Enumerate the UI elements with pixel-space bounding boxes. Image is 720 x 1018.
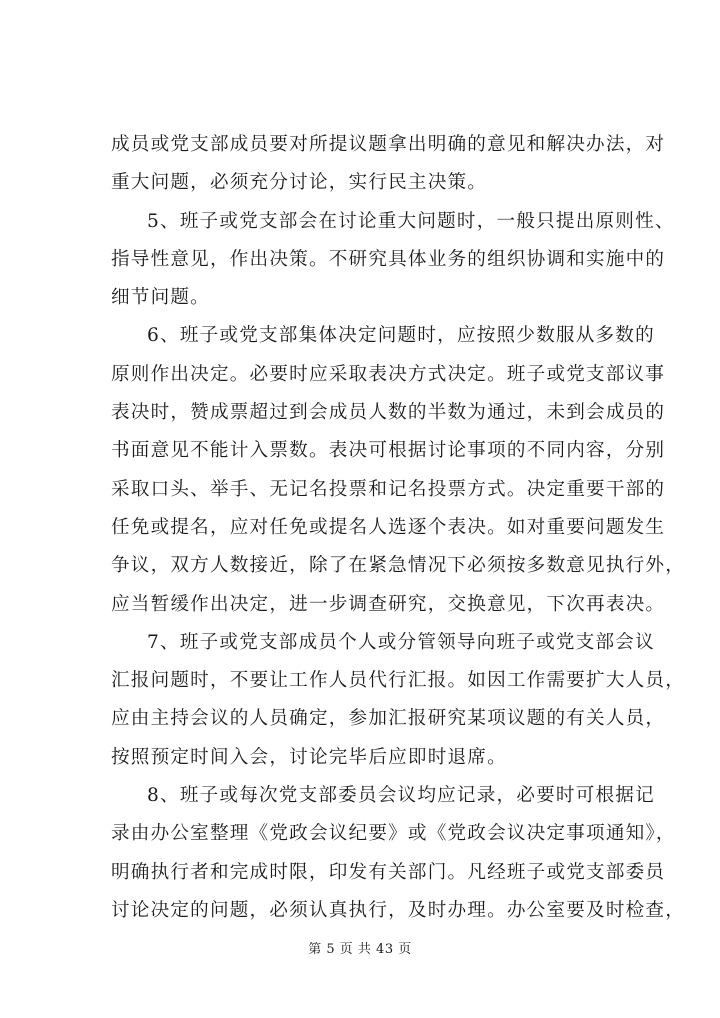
text-line: 指导性意见，作出决策。不研究具体业务的组织协调和实施中的 <box>111 248 666 270</box>
text-line: 明确执行者和完成时限，印发有关部门。凡经班子或党支部委员 <box>111 861 666 883</box>
text-line: 应当暂缓作出决定，进一步调查研究，交换意见，下次再表决。 <box>111 593 666 615</box>
text-line: 细节问题。 <box>111 287 210 309</box>
text-line: 应由主持会议的人员确定，参加汇报研究某项议题的有关人员， <box>111 708 666 730</box>
text-line: 讨论决定的问题，必须认真执行，及时办理。办公室要及时检查， <box>111 899 686 921</box>
text-line: 采取口头、举手、无记名投票和记名投票方式。决定重要干部的 <box>111 478 666 500</box>
paragraph-item-7 <box>111 624 686 777</box>
document-body <box>111 126 686 930</box>
text-line: 书面意见不能计入票数。表决可根据讨论事项的不同内容，分别 <box>111 440 666 462</box>
text-line: 按照预定时间入会，讨论完毕后应即时退席。 <box>111 746 507 768</box>
paragraph-continued <box>111 126 666 203</box>
text-line: 汇报问题时，不要让工作人员代行汇报。如因工作需要扩大人员， <box>111 670 686 692</box>
text-line: 8、班子或每次党支部委员会议均应记录，必要时可根据记 <box>147 785 655 807</box>
text-line: 6、班子或党支部集体决定问题时，应按照少数服从多数的 <box>147 325 655 347</box>
paragraph-item-6 <box>111 317 686 623</box>
text-line: 重大问题，必须充分讨论，实行民主决策。 <box>111 172 488 194</box>
text-line: 争议，双方人数接近，除了在紧急情况下必须按多数意见执行外， <box>111 555 686 577</box>
text-line: 成员或党支部成员要对所提议题拿出明确的意见和解决办法，对 <box>111 134 666 155</box>
text-line: 录由办公室整理《党政会议纪要》或《党政会议决定事项通知》， <box>111 823 676 845</box>
text-line: 原则作出决定。必要时应采取表决方式决定。班子或党支部议事 <box>111 363 666 385</box>
paragraph-item-5 <box>111 203 675 318</box>
text-line: 7、班子或党支部成员个人或分管领导向班子或党支部会议 <box>147 631 655 653</box>
text-line: 表决时，赞成票超过到会成员人数的半数为通过，未到会成员的 <box>111 402 666 424</box>
text-line: 任免或提名，应对任免或提名人选逐个表决。如对重要问题发生 <box>111 516 666 538</box>
page-number-footer: 第 5 页 共 43 页 <box>308 942 412 957</box>
text-line: 5、班子或党支部会在讨论重大问题时，一般只提出原则性、 <box>147 210 675 232</box>
paragraph-item-8 <box>111 777 686 930</box>
